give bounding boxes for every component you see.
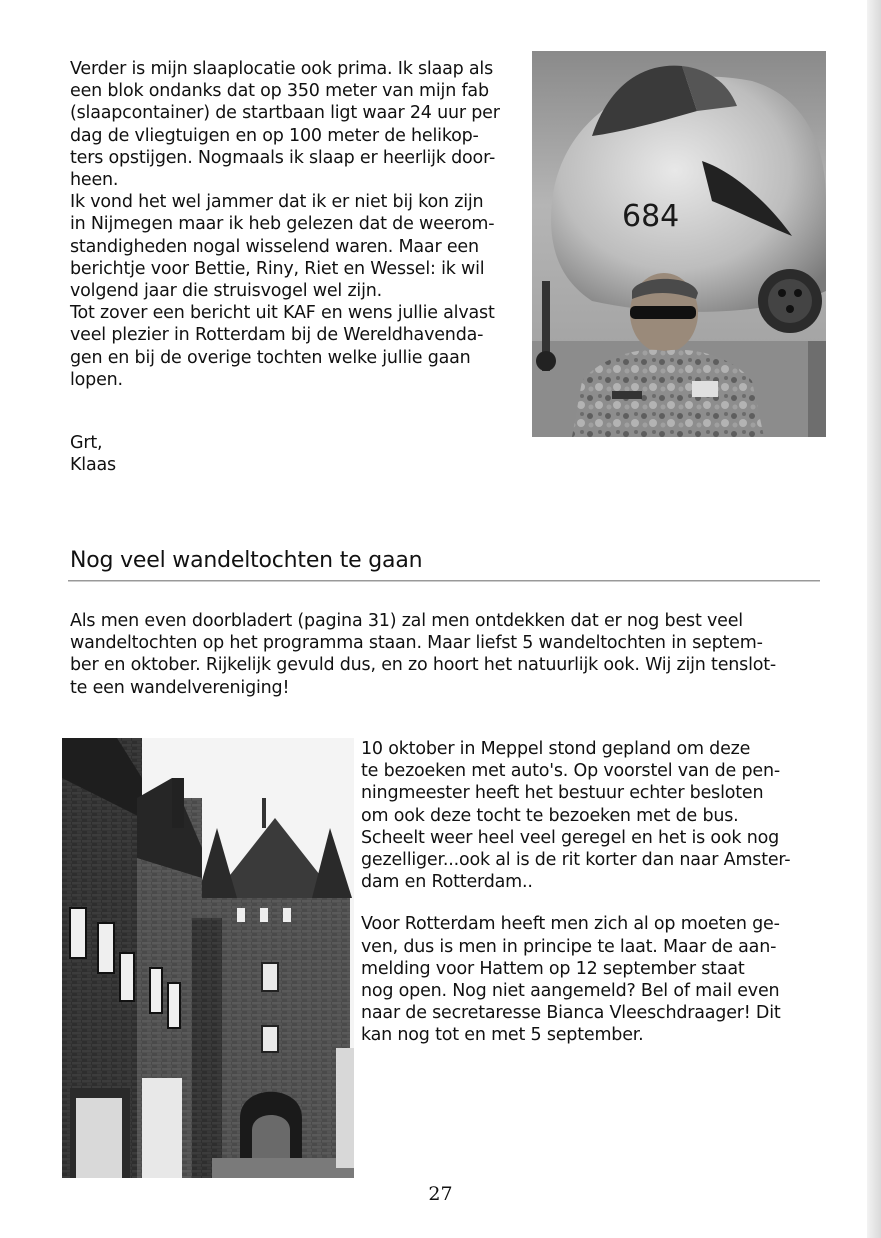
intro-line: ber en oktober. Rijkelijk gevuld dus, en zo hoort het natuurlijk ook. Wij zijn tenslot- [70,655,777,676]
intro-line: te een wandelvereniging! [70,677,290,698]
letter-line: heen. [70,170,119,191]
letter-line: in Nijmegen maar ik heb gelezen dat de weerom- [70,214,495,235]
body-line: Voor Rotterdam heeft men zich al op moeten ge- [361,914,780,935]
letter-line: ters opstijgen. Nogmaals ik slaap er heerlijk door- [70,147,496,168]
intro-line: Als men even doorbladert (pagina 31) zal men ontdekken dat er nog best veel [70,611,743,631]
greeting: Grt, [70,433,103,453]
section-intro [70,610,815,699]
letter-closing [70,432,270,476]
letter-line: veel plezier in Rotterdam bij de Wereldhavenda- [70,325,484,346]
body-line: te bezoeken met auto's. Op voorstel van de pen- [361,761,780,782]
section-heading: Nog veel wandeltochten te gaan [70,548,423,573]
letter-line: Tot zover een bericht uit KAF en wens jullie alvast [70,303,495,324]
body-line: melding voor Hattem op 12 september staat [361,958,745,979]
letter-line: berichtje voor Bettie, Riny, Riet en Wessel: ik wil [70,258,485,279]
letter-line: volgend jaar die struisvogel wel zijn. [70,281,383,302]
body-line: 10 oktober in Meppel stond gepland om deze [361,739,751,759]
body-line: naar de secretaresse Bianca Vleeschdraager! Dit [361,1003,781,1024]
signature: Klaas [70,455,116,476]
paragraph-rotterdam [361,913,811,1046]
aircraft-number: 684 [622,199,680,234]
letter-line: (slaapcontainer) de startbaan ligt waar 24 uur per [70,103,500,124]
body-line: nog open. Nog niet aangemeld? Bel of mail even [361,981,780,1002]
body-line: dam en Rotterdam.. [361,872,533,893]
jet-photo [532,51,826,437]
paragraph-meppel [361,738,811,893]
page-number: 27 [428,1183,453,1205]
city-gate-photo [62,738,354,1178]
intro-line: wandeltochten op het programma staan. Maar liefst 5 wandeltochten in septem- [70,633,763,654]
body-line: om ook deze tocht te bezoeken met de bus. [361,805,739,826]
letter-line: gen en bij de overige tochten welke jullie gaan [70,347,471,368]
section-body [361,738,811,1047]
body-line: ningmeester heeft het bestuur echter besloten [361,783,764,804]
letter-line: lopen. [70,369,123,390]
body-line: gezelliger...ook al is de rit korter dan naar Amster- [361,850,791,871]
body-line: Scheelt weer heel veel geregel en het is ook nog [361,827,780,848]
body-line: ven, dus is men in principe te laat. Maar de aan- [361,936,777,957]
body-line: kan nog tot en met 5 september. [361,1025,644,1046]
letter-line: een blok ondanks dat op 350 meter van mijn fab [70,81,489,102]
letter-line: Ik vond het wel jammer dat ik er niet bij kon zijn [70,192,484,213]
heading-rule [68,580,820,582]
letter-line: dag de vliegtuigen en op 100 meter de helikop- [70,125,479,146]
letter-line: Verder is mijn slaaplocatie ook prima. Ik slaap als [70,59,494,79]
letter-line: standigheden nogal wisselend waren. Maar een [70,236,479,257]
letter-body [70,58,525,391]
page-edge-shadow [867,0,881,1238]
